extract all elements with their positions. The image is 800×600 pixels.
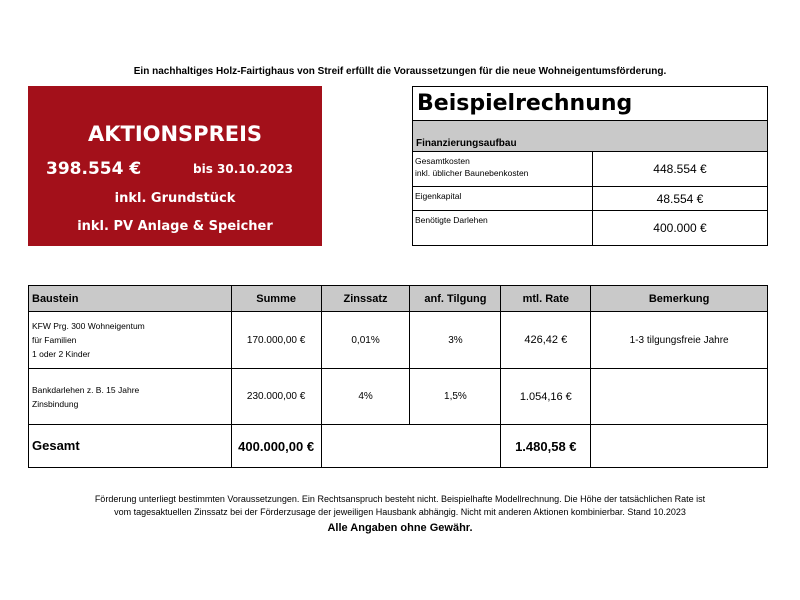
example-row-total-cost	[413, 152, 767, 187]
financing-table	[28, 285, 768, 468]
total-bemerkung	[591, 425, 768, 468]
example-section-band	[413, 121, 767, 152]
cell-zinssatz: 0,01%	[321, 312, 410, 369]
example-row-label: Benötigte Darlehen	[413, 211, 593, 245]
header-baustein: Baustein	[29, 286, 232, 312]
baustein-line: Bankdarlehen z. B. 15 Jahre	[32, 384, 140, 395]
cell-tilgung: 1,5%	[410, 369, 501, 425]
header-rate: mtl. Rate	[501, 286, 591, 312]
header-tilgung: anf. Tilgung	[410, 286, 501, 312]
example-row-value: 400.000 €	[653, 221, 707, 235]
example-row-value: 48.554 €	[656, 191, 704, 206]
baustein-line: Zinsbindung	[32, 398, 79, 409]
label-sub: inkl. üblicher Baunebenkosten	[415, 168, 529, 178]
example-row-loans	[413, 211, 767, 245]
example-row-value: 448.554 €	[653, 162, 707, 176]
footer-line: Förderung unterliegt bestimmten Voraussetzungen. Ein Rechtsanspruch besteht nicht. Beispielhafte Modellrechnung. Die Höhe der tatsächlichen Rate ist	[94, 494, 706, 504]
table-header-row	[29, 286, 768, 312]
example-calculation	[412, 86, 768, 246]
example-row-label: Eigenkapital	[413, 187, 593, 210]
promo-price: 398.554 €	[46, 159, 142, 179]
table-row	[29, 369, 768, 425]
example-row-equity	[413, 187, 767, 211]
promo-valid-until: bis 30.10.2023	[193, 162, 293, 176]
example-row-label	[413, 152, 593, 186]
example-title: Beispielrechnung	[413, 87, 767, 121]
header-bemerkung: Bemerkung	[591, 286, 768, 312]
table-total-row	[29, 425, 768, 468]
promo-box	[28, 86, 322, 246]
total-summe: 400.000,00 €	[231, 425, 321, 468]
cell-summe: 230.000,00 €	[231, 369, 321, 425]
baustein-line: KFW Prg. 300 Wohneigentum	[32, 321, 145, 331]
baustein-line: für Familien	[32, 335, 77, 345]
footer-disclaimer: Alle Angaben ohne Gewähr.	[327, 522, 473, 534]
cell-bemerkung: 1-3 tilgungsfreie Jahre	[591, 312, 768, 369]
promo-title: AKTIONSPREIS	[87, 122, 263, 146]
cell-summe: 170.000,00 €	[231, 312, 321, 369]
header-zinssatz: Zinssatz	[321, 286, 410, 312]
cell-baustein	[29, 312, 232, 369]
cell-baustein	[29, 369, 232, 425]
cell-tilgung: 3%	[410, 312, 501, 369]
cell-zinssatz: 4%	[321, 369, 410, 425]
total-label: Gesamt	[29, 425, 232, 468]
cell-rate: 426,42 €	[501, 312, 591, 369]
cell-rate: 1.054,16 €	[501, 369, 591, 425]
footer-note	[0, 493, 800, 519]
promo-includes-pv: inkl. PV Anlage & Speicher	[77, 219, 273, 234]
baustein-line: 1 oder 2 Kinder	[32, 349, 91, 359]
headline: Ein nachhaltiges Holz-Fairtighaus von Streif erfüllt die Voraussetzungen für die neue Wohneigentumsförderung.	[133, 66, 667, 77]
table-row	[29, 312, 768, 369]
example-section-label: Finanzierungsaufbau	[416, 138, 517, 149]
promo-includes-plot: inkl. Grundstück	[114, 191, 236, 206]
header-summe: Summe	[231, 286, 321, 312]
total-empty	[321, 425, 501, 468]
cell-bemerkung	[591, 369, 768, 425]
footer-line: vom tagesaktuellen Zinssatz bei der Förderzusage der jeweiligen Hausbank abhängig. Nicht mit anderen Aktionen kombinierbar. Stand 10.2023	[114, 507, 686, 517]
label-main: Gesamtkosten	[415, 156, 470, 166]
total-rate: 1.480,58 €	[501, 425, 591, 468]
